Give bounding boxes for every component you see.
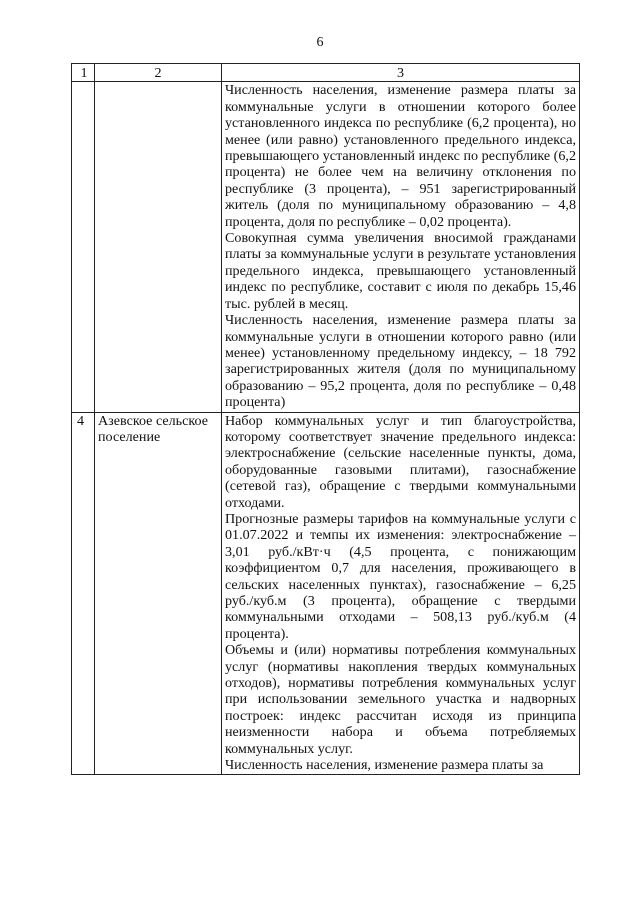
row-number-cell: 4 [72, 412, 95, 775]
paragraph: Численность населения, изменение размера платы за [225, 757, 544, 774]
header-col-3: 3 [222, 64, 580, 82]
document-table [71, 63, 580, 775]
row-number-cell [72, 82, 95, 412]
paragraph: Численность населения, изменение размера платы за коммунальные услуги в отношении которого равно (или менее) установленному предельному индексу, – 18 792 зарегистрированных жителя (доля по муниципальному образованию – 95,2 процента, доля по республике – 0,48 процента) [225, 312, 576, 411]
table-row [72, 412, 580, 775]
description-cell [222, 412, 580, 775]
settlement-name-cell: Азевское сельское поселение [95, 412, 222, 775]
table-row [72, 82, 580, 412]
paragraph: Набор коммунальных услуг и тип благоустройства, которому соответствует значение предельного индекса: электроснабжение (сельские населенные пункты, дома, оборудованные газовыми плитами), газоснабжение (сетевой газ), обращение с твердыми коммунальными отходами. [225, 412, 576, 511]
header-col-2: 2 [95, 64, 222, 82]
paragraph: Объемы и (или) нормативы потребления коммунальных услуг (нормативы накопления твердых коммунальных отходов), нормативы потребления коммунальных услуг при использовании земельного участка и надворных построек: индекс рассчитан исходя из принципа неизменности набора и объема потребляемых коммунальных услуг. [225, 642, 576, 757]
paragraph: Прогнозные размеры тарифов на коммунальные услуги с 01.07.2022 и темпы их изменения: электроснабжение – 3,01 руб./кВт·ч (4,5 процента, с понижающим коэффициентом 0,7 для населения, проживающего в сельских населенных пунктах), газоснабжение – 6,25 руб./куб.м (3 процента), обращение с твердыми коммунальными отходами – 508,13 руб./куб.м (4 процента). [225, 510, 576, 642]
paragraph: Совокупная сумма увеличения вносимой гражданами платы за коммунальные услуги в результате установления предельного индекса, превышающего установленный индекс по республике, составит с июля по декабрь 15,46 тыс. рублей в месяц. [225, 230, 576, 312]
description-cell [222, 82, 580, 412]
settlement-name-cell [95, 82, 222, 412]
table-header-row [72, 64, 580, 82]
header-col-1: 1 [72, 64, 95, 82]
paragraph: Численность населения, изменение размера платы за коммунальные услуги в отношении которого более установленного индекса по республике (6,2 процента), но менее (или равно) установленного предельного индекса, превышающего установленный индекс по республике (6,2 процента) не более чем на величину отклонения по республике (3 процента), – 951 зарегистрированный житель (доля по муниципальному образованию – 4,8 процента, доля по республике – 0,02 процента). [225, 82, 576, 230]
page-number: 6 [316, 35, 324, 50]
